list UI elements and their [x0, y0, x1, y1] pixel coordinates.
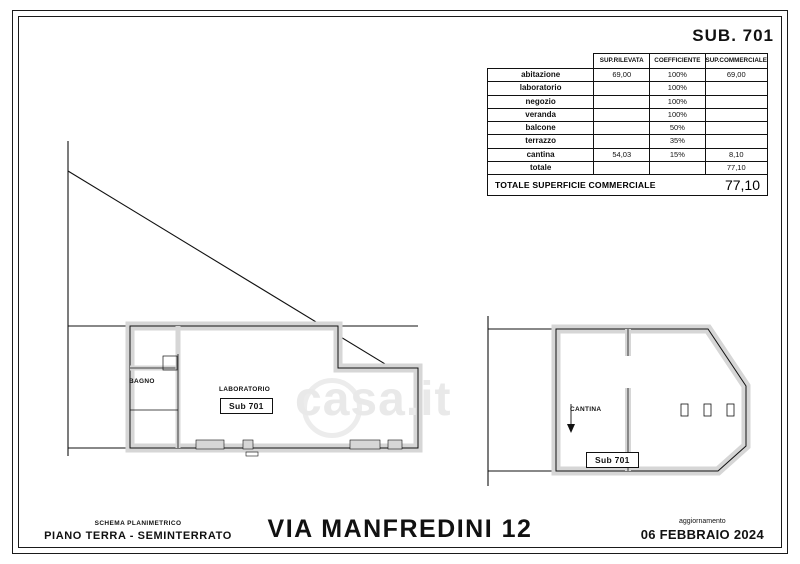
row-label: totale: [488, 162, 594, 175]
right-unit-walls: [556, 329, 746, 471]
scheme-line-2: PIANO TERRA - SEMINTERRATO: [44, 530, 232, 542]
watermark-text: casa.it: [295, 373, 452, 426]
room-label-bagno: BAGNO: [129, 378, 155, 385]
table-header-coefficiente: COEFFICIENTE: [650, 54, 705, 69]
row-coefficiente: 100%: [650, 108, 705, 121]
row-commerciale: 8,10: [705, 148, 767, 161]
door-opening: [196, 440, 224, 449]
row-label: terrazzo: [488, 135, 594, 148]
row-rilevata: 69,00: [594, 69, 650, 82]
row-label: laboratorio: [488, 82, 594, 95]
room-label-laboratorio: LABORATORIO: [219, 386, 271, 393]
floorplan-drawing: [18, 16, 782, 548]
row-coefficiente: 50%: [650, 122, 705, 135]
row-label: abitazione: [488, 69, 594, 82]
sub-box-left: Sub 701: [220, 398, 273, 414]
total-value: 77,10: [724, 177, 760, 194]
row-label: balcone: [488, 122, 594, 135]
scheme-line-1: SCHEMA PLANIMETRICO: [94, 520, 182, 527]
row-commerciale: 77,10: [705, 162, 767, 175]
row-commerciale: 69,00: [705, 69, 767, 82]
table-header-rilevata: SUP.RILEVATA: [594, 54, 650, 69]
update-date: 06 FEBBRAIO 2024: [640, 527, 764, 542]
row-rilevata: 54,03: [594, 148, 650, 161]
row-coefficiente: 100%: [650, 82, 705, 95]
door-opening: [243, 440, 253, 449]
left-unit-walls: [130, 326, 418, 448]
total-label: TOTALE SUPERFICIE COMMERCIALE: [495, 180, 656, 191]
table-header-commerciale: SUP.COMMERCIALE: [705, 54, 767, 69]
row-coefficiente: 15%: [650, 148, 705, 161]
row-coefficiente: 35%: [650, 135, 705, 148]
street-title: VIA MANFREDINI 12: [267, 515, 533, 543]
step-marker: [246, 452, 258, 456]
room-label-cantina: CANTINA: [570, 406, 602, 413]
row-label: negozio: [488, 95, 594, 108]
page-title: SUB. 701: [692, 26, 774, 45]
update-label: aggiornamento: [679, 518, 726, 525]
row-label: cantina: [488, 148, 594, 161]
sub-box-right: Sub 701: [586, 452, 639, 468]
update-block: [641, 518, 764, 542]
window-opening: [350, 440, 380, 449]
row-coefficiente: 100%: [650, 95, 705, 108]
row-coefficiente: 100%: [650, 69, 705, 82]
row-label: veranda: [488, 108, 594, 121]
window-opening: [388, 440, 402, 449]
